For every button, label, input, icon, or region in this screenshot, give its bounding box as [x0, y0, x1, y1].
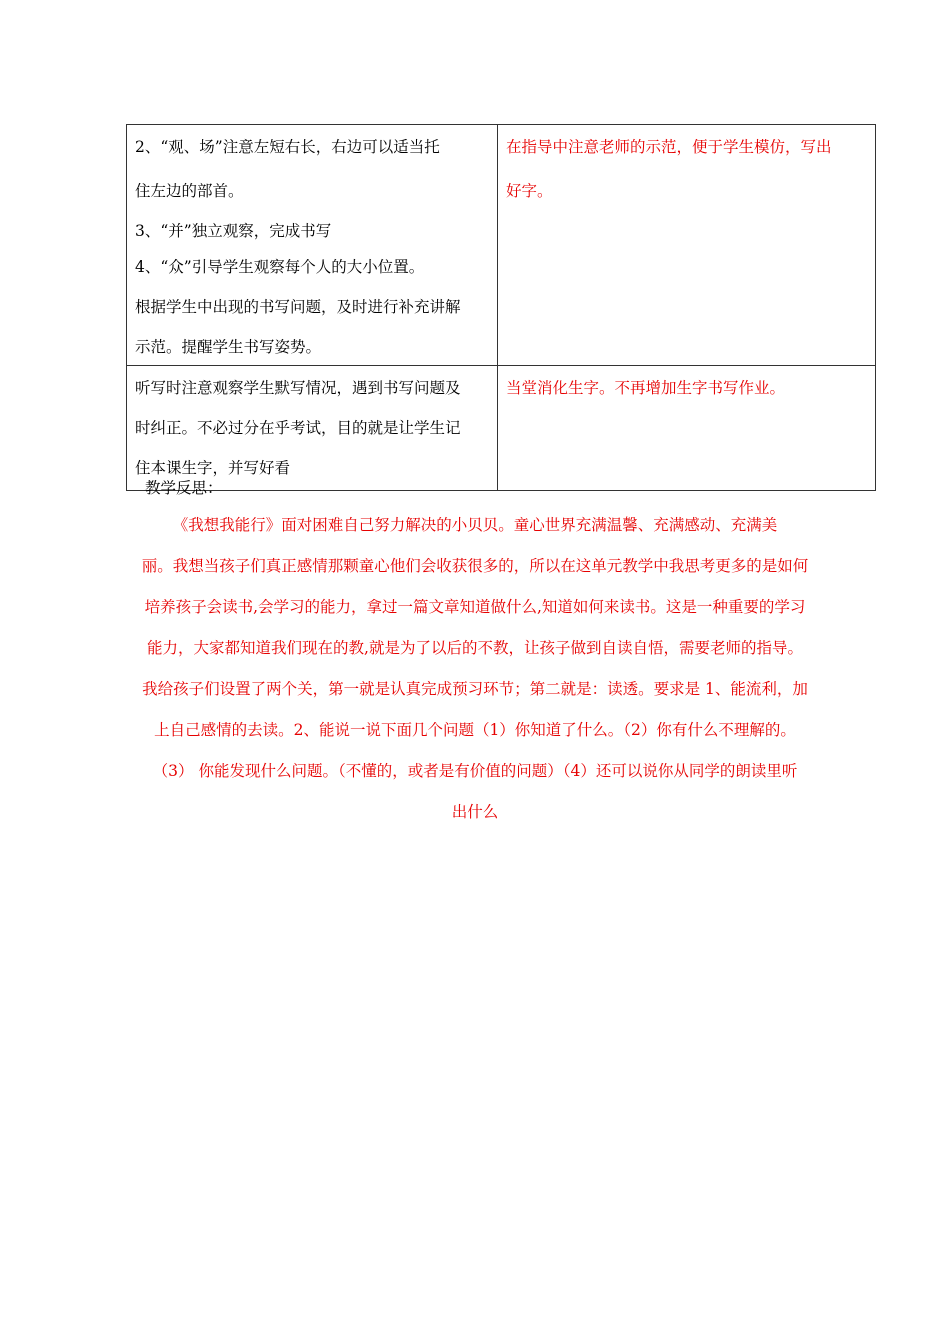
- cell-text-line: 当堂消化生字。不再增加生字书写作业。: [506, 379, 786, 397]
- cell-text-line: 住本课生字，并写好看: [135, 459, 291, 477]
- cell-text-line: 示范。提醒学生书写姿势。: [135, 338, 322, 356]
- cell-text-line: 时纠正。不必过分在乎考试，目的就是让学生记: [135, 419, 461, 437]
- reflection-line: 《我想我能行》面对困难自己努力解决的小贝贝。童心世界充满温馨、充满感动、充满美: [172, 516, 778, 534]
- cell-text-line: 根据学生中出现的书写问题，及时进行补充讲解: [135, 298, 461, 316]
- teaching-process-cell: [127, 366, 498, 491]
- reflection-line: 能力，大家都知道我们现在的教,就是为了以后的不教，让孩子做到自读自悟，需要老师的指导。: [147, 639, 803, 657]
- cell-text-line: 住左边的部首。: [135, 182, 244, 200]
- reflection-line: 我给孩子们设置了两个关，第一就是认真完成预习环节；第二就是：读透。要求是 1、能流利，加: [142, 680, 808, 698]
- reflection-line: （3） 你能发现什么问题。（不懂的，或者是有价值的问题）（4）还可以说你从同学的朗读里听: [152, 762, 798, 780]
- cell-text-line: 2、“观、场”注意左短右长，右边可以适当托: [135, 138, 440, 156]
- teaching-process-cell: [127, 125, 498, 366]
- table-row: [127, 125, 876, 366]
- cell-text-line: 听写时注意观察学生默写情况，遇到书写问题及: [135, 379, 461, 397]
- design-intent-cell: [498, 366, 876, 491]
- reflection-line: 出什么: [451, 803, 499, 821]
- cell-text-line: 好字。: [506, 182, 553, 200]
- cell-text-line: 3、“并”独立观察，完成书写: [135, 222, 332, 240]
- cell-text-line: 在指导中注意老师的示范，便于学生模仿，写出: [506, 138, 832, 156]
- lesson-plan-table: [126, 124, 876, 491]
- design-intent-cell: [498, 125, 876, 366]
- reflection-line: 丽。我想当孩子们真正感情那颗童心他们会收获很多的，所以在这单元教学中我思考更多的是如何: [141, 557, 809, 575]
- cell-text-line: 4、“众”引导学生观察每个人的大小位置。: [135, 258, 425, 276]
- table-row: [127, 366, 876, 491]
- reflection-line: 培养孩子会读书,会学习的能力，拿过一篇文章知道做什么,知道如何来读书。这是一种重要的学习: [144, 598, 806, 616]
- reflection-paragraph: [110, 505, 840, 833]
- reflection-heading: 教学反思：: [145, 479, 223, 497]
- reflection-line: 上自己感情的去读。2、能说一说下面几个问题（1）你知道了什么。（2）你有什么不理解的。: [154, 721, 796, 739]
